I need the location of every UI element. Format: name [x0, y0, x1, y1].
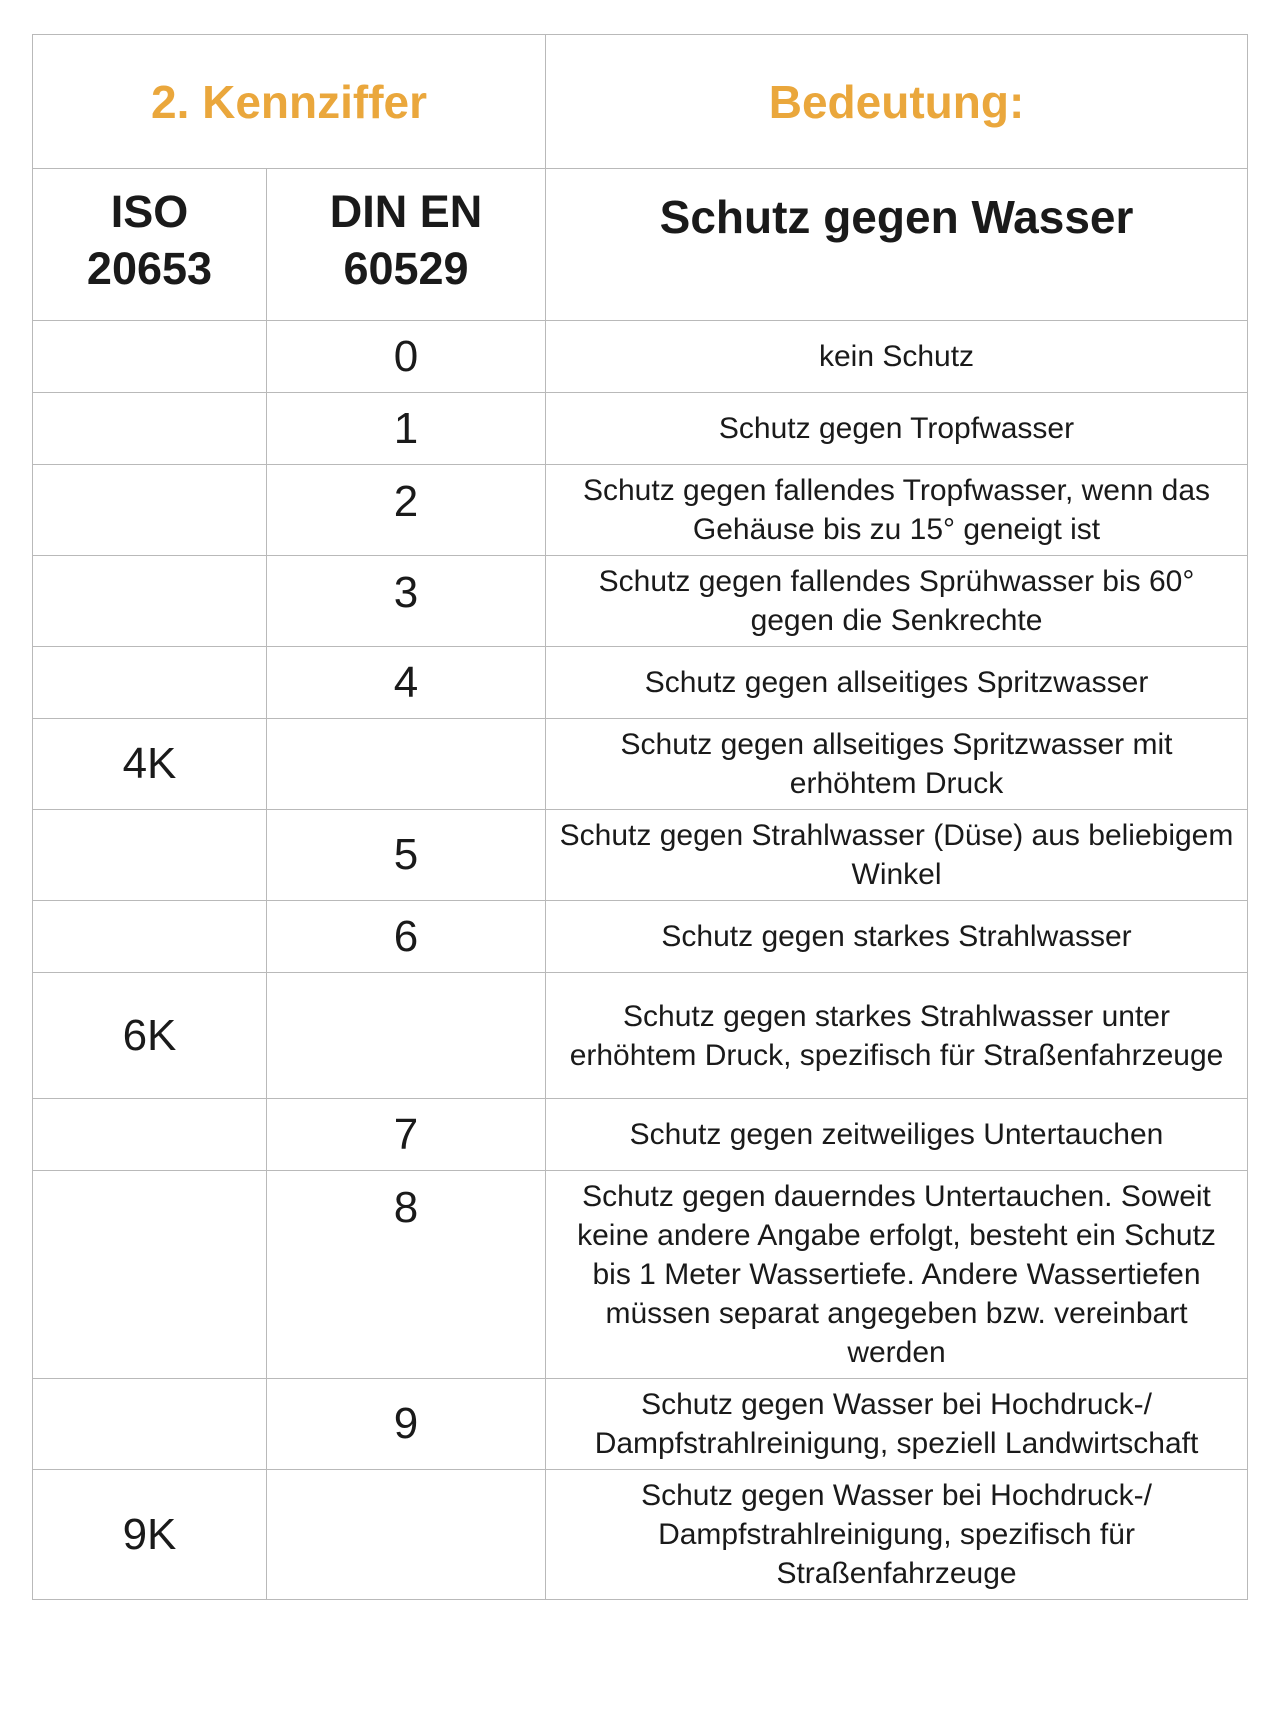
iso-cell: 4K: [33, 719, 267, 810]
ip-code-table: [32, 34, 1248, 1600]
table-row: [33, 1099, 1248, 1171]
din-cell: [267, 719, 546, 810]
table-row: [33, 1470, 1248, 1600]
din-label-line2: 60529: [343, 243, 469, 294]
iso-cell: [33, 810, 267, 901]
din-cell: 3: [267, 556, 546, 647]
iso-cell: [33, 1379, 267, 1470]
table-row: [33, 719, 1248, 810]
description-cell: Schutz gegen starkes Strahlwasser: [546, 901, 1248, 973]
din-cell: 9: [267, 1379, 546, 1470]
kennziffer-label: 2. Kennziffer: [150, 75, 428, 128]
description-cell: Schutz gegen fallendes Tropfwasser, wenn das Gehäuse bis zu 15° geneigt ist: [546, 465, 1248, 556]
din-cell: 6: [267, 901, 546, 973]
din-label-line1: DIN EN: [329, 186, 483, 237]
iso-cell: [33, 465, 267, 556]
table-row: [33, 973, 1248, 1099]
table-row: [33, 465, 1248, 556]
description-cell: Schutz gegen starkes Strahlwasser unter erhöhtem Druck, spezifisch für Straßenfahrzeuge: [546, 973, 1248, 1099]
din-cell: [267, 1470, 546, 1600]
description-cell: Schutz gegen Tropfwasser: [546, 393, 1248, 465]
description-cell: Schutz gegen allseitiges Spritzwasser: [546, 647, 1248, 719]
table-row: [33, 647, 1248, 719]
description-cell: Schutz gegen allseitiges Spritzwasser mit erhöhtem Druck: [546, 719, 1248, 810]
description-cell: Schutz gegen dauerndes Untertauchen. Soweit keine andere Angabe erfolgt, besteht ein Schutz bis 1 Meter Wassertiefe. Andere Wassertiefen müssen separat angegeben bzw. vereinbart werden: [546, 1171, 1248, 1379]
din-cell: 8: [267, 1171, 546, 1379]
iso-cell: [33, 556, 267, 647]
description-cell: Schutz gegen Strahlwasser (Düse) aus beliebigem Winkel: [546, 810, 1248, 901]
iso-cell: [33, 1171, 267, 1379]
description-cell: Schutz gegen Wasser bei Hochdruck-/ Dampfstrahlreinigung, spezifisch für Straßenfahrzeuge: [546, 1470, 1248, 1600]
iso-label-line2: 20653: [86, 243, 213, 294]
din-cell: 7: [267, 1099, 546, 1171]
din-header: [267, 169, 546, 321]
description-cell: kein Schutz: [546, 321, 1248, 393]
din-cell: 2: [267, 465, 546, 556]
iso-cell: [33, 321, 267, 393]
din-cell: 5: [267, 810, 546, 901]
iso-header: [33, 169, 267, 321]
din-cell: [267, 973, 546, 1099]
kennziffer-header: [33, 35, 546, 169]
table-row: [33, 901, 1248, 973]
bedeutung-header: [546, 35, 1248, 169]
meaning-title: Schutz gegen Wasser: [546, 169, 1248, 321]
table-row: [33, 393, 1248, 465]
table-row: [33, 1379, 1248, 1470]
description-cell: Schutz gegen Wasser bei Hochdruck-/ Dampfstrahlreinigung, speziell Landwirtschaft: [546, 1379, 1248, 1470]
iso-cell: [33, 393, 267, 465]
iso-cell: [33, 647, 267, 719]
description-cell: Schutz gegen fallendes Sprühwasser bis 60° gegen die Senkrechte: [546, 556, 1248, 647]
table-row: [33, 556, 1248, 647]
table-row: [33, 1171, 1248, 1379]
iso-cell: [33, 1099, 267, 1171]
din-cell: 1: [267, 393, 546, 465]
description-cell: Schutz gegen zeitweiliges Untertauchen: [546, 1099, 1248, 1171]
table-row: [33, 321, 1248, 393]
iso-cell: 6K: [33, 973, 267, 1099]
din-cell: 0: [267, 321, 546, 393]
header-row-2: [33, 169, 1248, 321]
din-cell: 4: [267, 647, 546, 719]
bedeutung-label: Bedeutung:: [768, 75, 1025, 128]
iso-cell: 9K: [33, 1470, 267, 1600]
iso-label-line1: ISO: [110, 186, 189, 237]
header-row-1: [33, 35, 1248, 169]
iso-cell: [33, 901, 267, 973]
table-row: [33, 810, 1248, 901]
